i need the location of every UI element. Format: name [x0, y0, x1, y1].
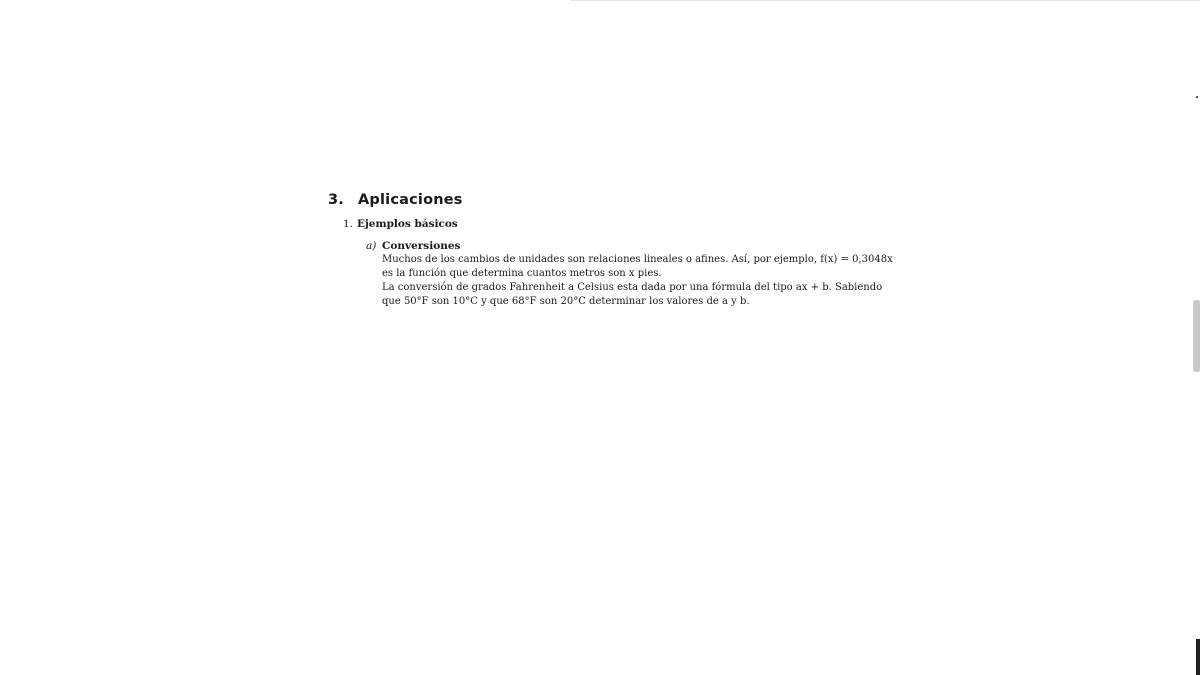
item-heading — [366, 239, 908, 253]
scrollbar-track[interactable] — [1192, 90, 1200, 675]
scrollbar-thumb[interactable] — [1193, 300, 1200, 372]
item-body — [382, 253, 902, 309]
item-marker: a) — [366, 240, 377, 252]
section-title — [328, 190, 908, 210]
top-strip-divider — [570, 0, 1200, 1]
subsection-number: 1. — [343, 218, 354, 230]
subsection-title: Ejemplos básicos — [357, 218, 458, 230]
subsection-heading — [343, 217, 908, 231]
top-strip — [0, 0, 1200, 30]
section-number: 3. — [328, 192, 344, 208]
item-title: Conversiones — [382, 240, 461, 252]
paragraph-temperature-conversion: La conversión de grados Fahrenheit a Celsius esta dada por una fórmula del tipo ax + b. Sabiendo que 50°F son 10°C y que 68°F son 20°C determinar los valores de a y b. — [382, 282, 883, 307]
scroll-marker — [1196, 96, 1198, 98]
corner-block — [1196, 639, 1200, 675]
document-page — [328, 190, 908, 309]
top-strip-left — [0, 0, 570, 30]
paragraph-linear-conversion: Muchos de los cambios de unidades son relaciones lineales o afines. Así, por ejemplo, f(x) = 0,3048x es la función que determina cuantos metros son x pies. — [382, 254, 893, 279]
section-title-text: Aplicaciones — [358, 192, 463, 208]
